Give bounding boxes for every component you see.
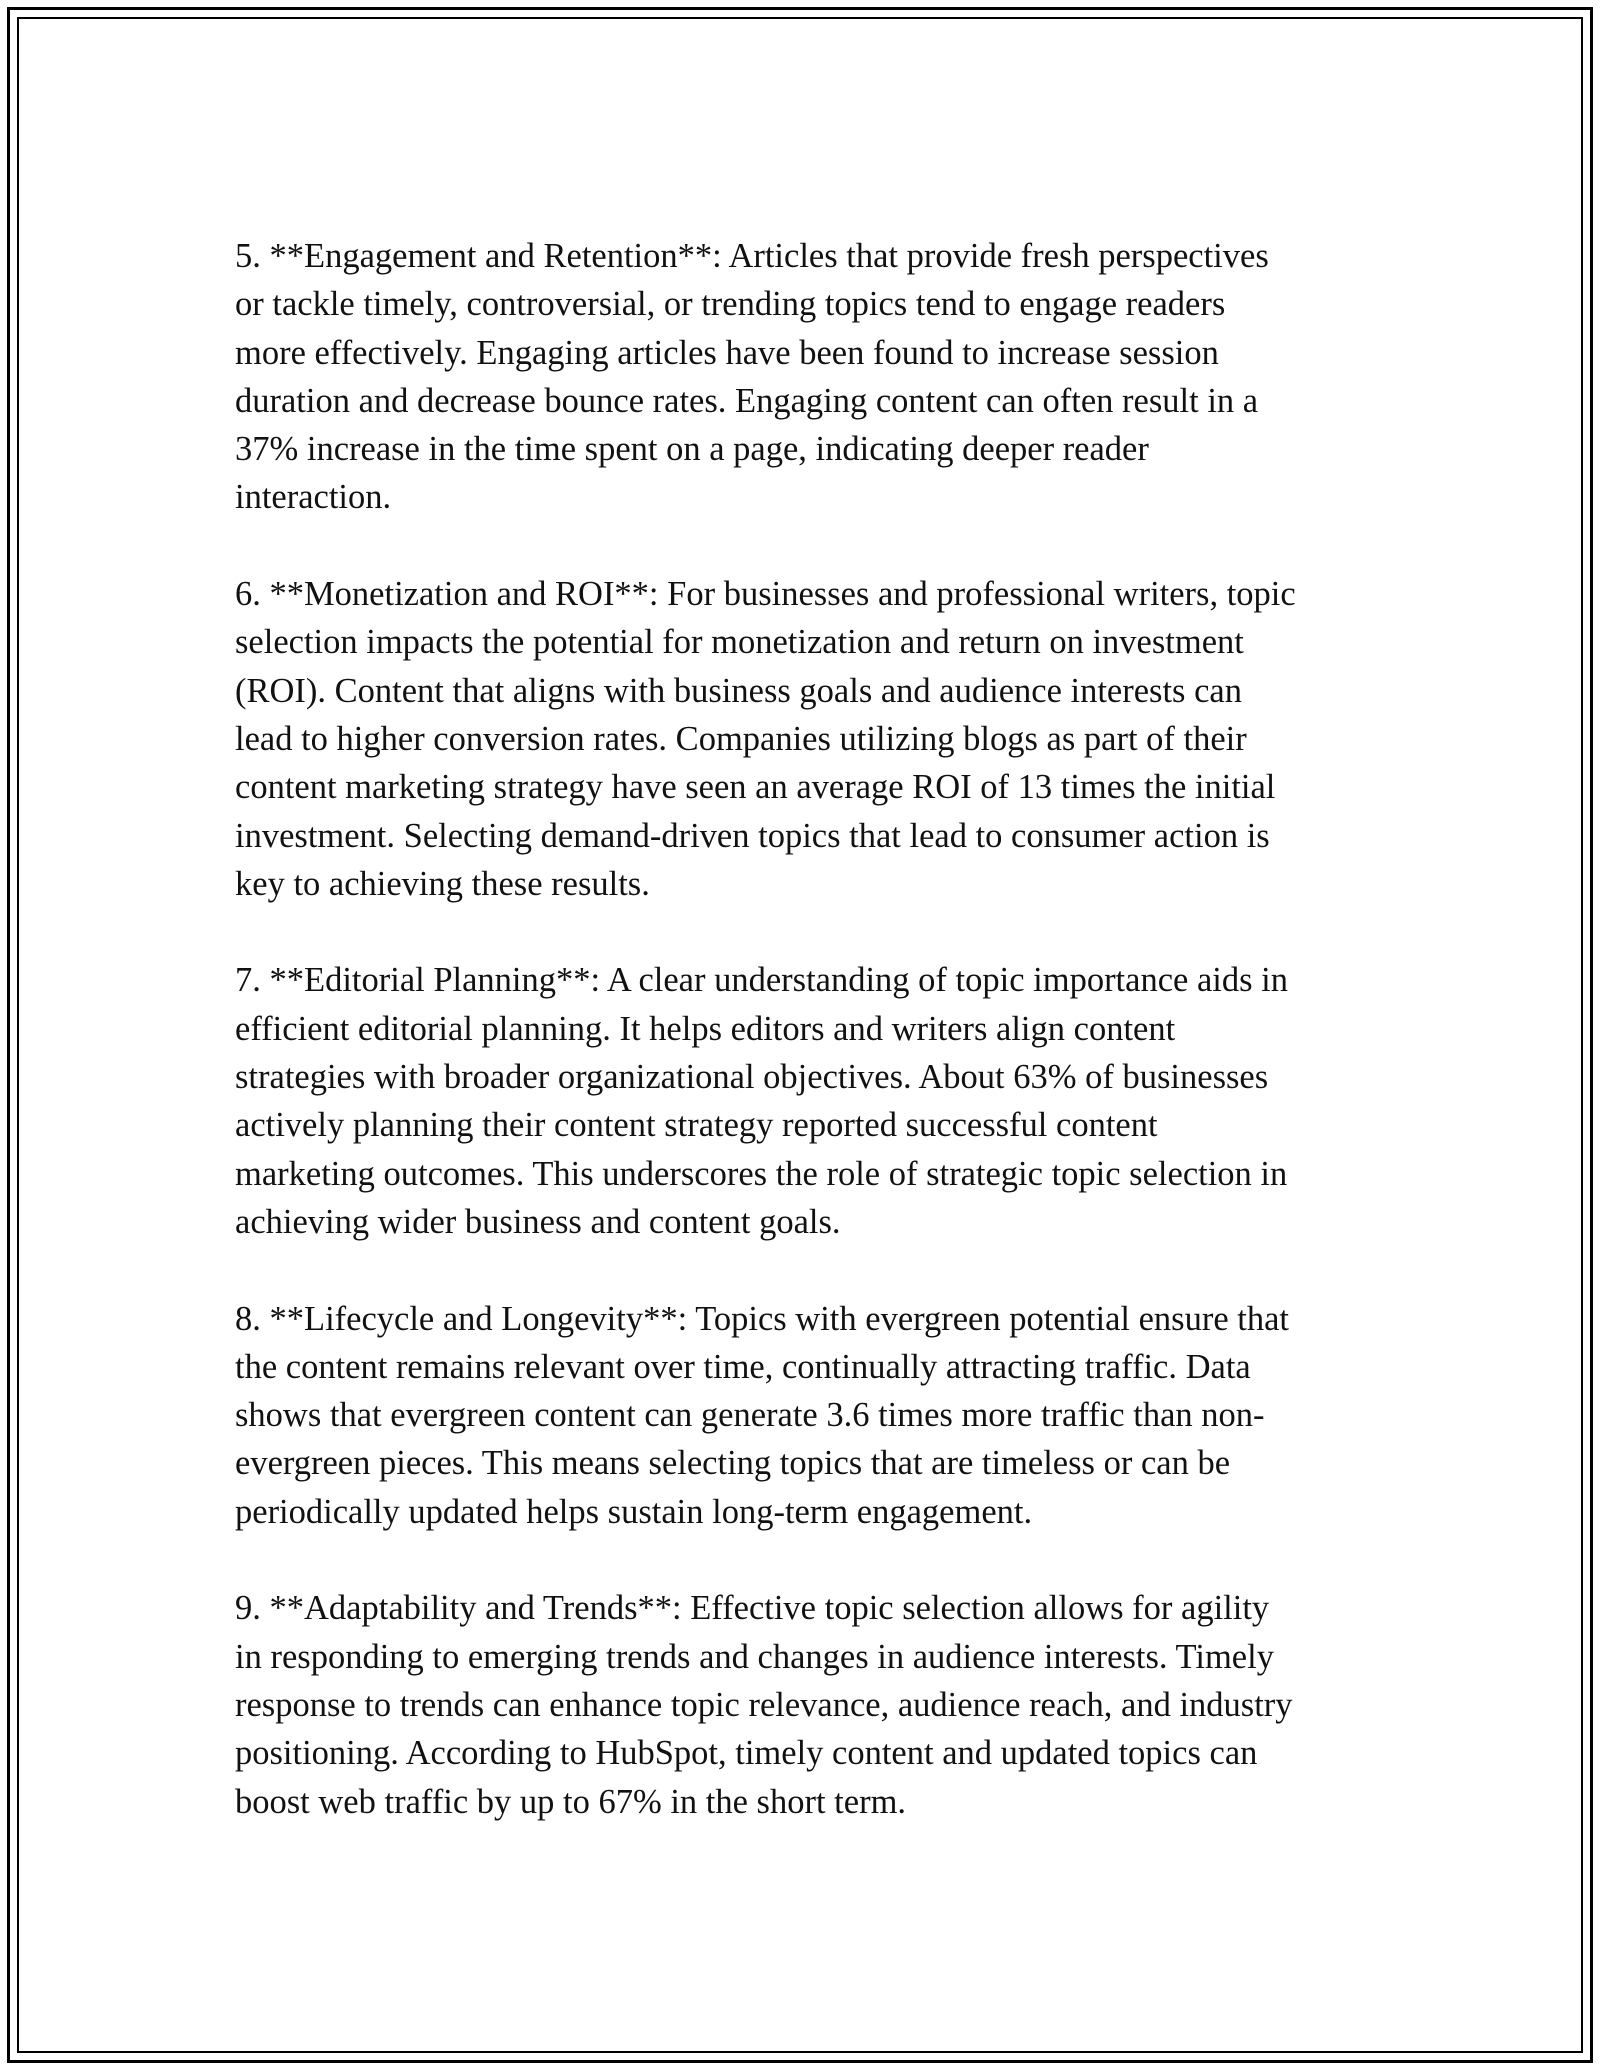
document-body	[235, 232, 1375, 1826]
paragraph-engagement-retention: 5. **Engagement and Retention**: Articles that provide fresh perspectives or tackle timely, controversial, or trending topics tend to engage readers more effectively. Engaging articles have been found to increase session duration and decrease bounce rates. Engaging content can often result in a 37% increase in the time spent on a page, indicating deeper reader interaction.	[235, 237, 1269, 517]
paragraph-adaptability-trends: 9. **Adaptability and Trends**: Effective topic selection allows for agility in responding to emerging trends and changes in audience interests. Timely response to trends can enhance topic relevance, audience reach, and industry positioning. According to HubSpot, timely content and updated topics can boost web traffic by up to 67% in the short term.	[235, 1589, 1293, 1821]
paragraph-editorial-planning: 7. **Editorial Planning**: A clear understanding of topic importance aids in efficient editorial planning. It helps editors and writers align content strategies with broader organizational objectives. About 63% of businesses actively planning their content strategy reported successful content marketing outcomes. This underscores the role of strategic topic selection in achieving wider business and content goals.	[235, 961, 1288, 1241]
paragraph-lifecycle-longevity: 8. **Lifecycle and Longevity**: Topics with evergreen potential ensure that the content remains relevant over time, continually attracting traffic. Data shows that evergreen content can generate 3.6 times more traffic than non- evergreen pieces. This means selecting topics that are timeless or can be periodically updated helps sustain long-term engagement.	[235, 1299, 1289, 1531]
paragraph-monetization-roi: 6. **Monetization and ROI**: For businesses and professional writers, topic selection impacts the potential for monetization and return on investment (ROI). Content that aligns with business goals and audience interests can lead to higher conversion rates. Companies utilizing blogs as part of their content marketing strategy have seen an average ROI of 13 times the initial investment. Selecting demand-driven topics that lead to consumer action is key to achieving these results.	[235, 575, 1296, 903]
